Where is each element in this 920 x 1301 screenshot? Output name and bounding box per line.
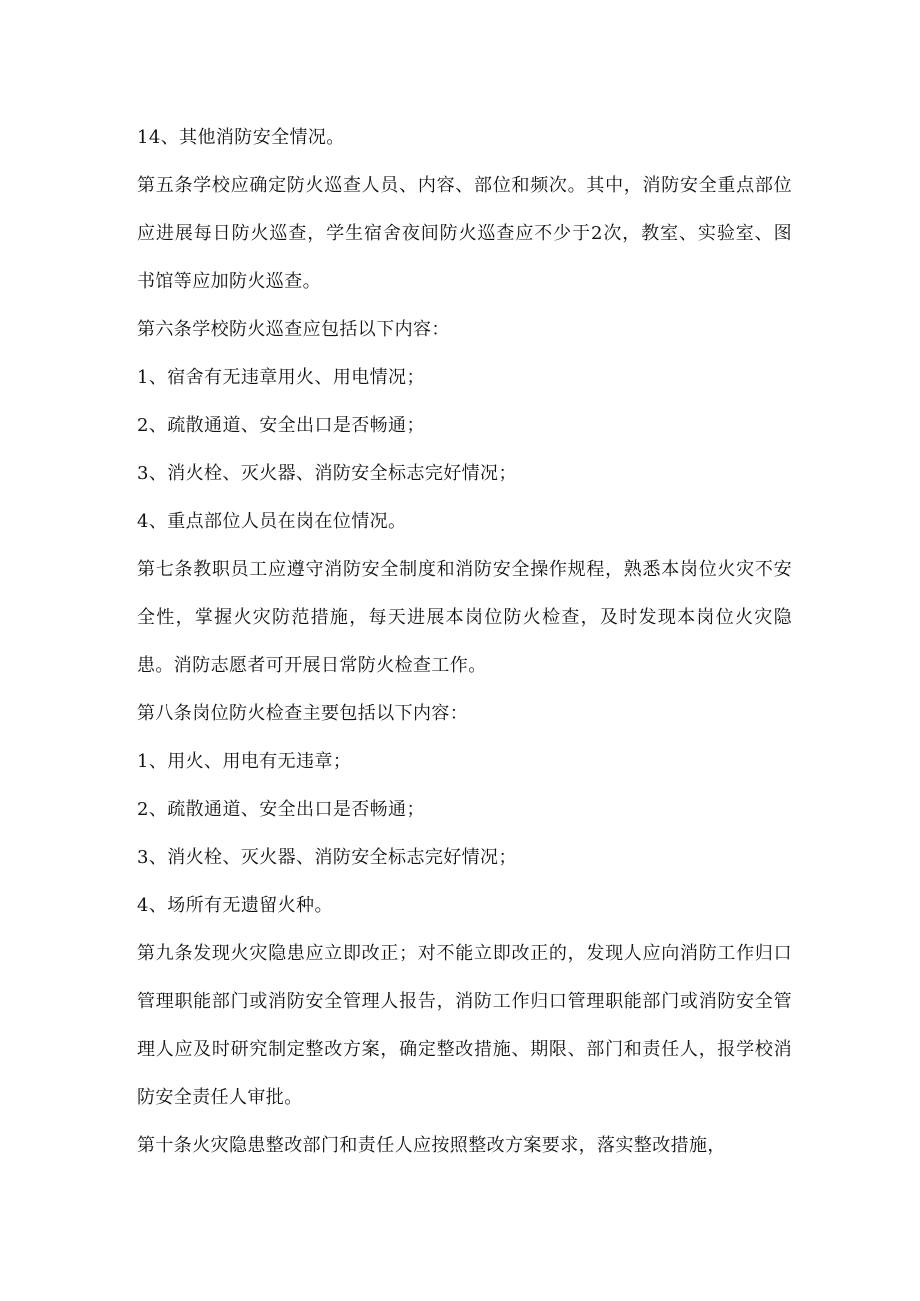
article-6-item-2: 2、疏散通道、安全出口是否畅通；	[137, 415, 425, 436]
article-8-item-2: 2、疏散通道、安全出口是否畅通；	[137, 799, 425, 820]
article-6-item-4: 4、重点部位人员在岗在位情况。	[137, 511, 407, 532]
article-7-paragraph: 第七条教职员工应遵守消防安全制度和消防安全操作规程，熟悉本岗位火灾不安全性，掌握火灾防范措施，每天进展本岗位防火检查，及时发现本岗位火灾隐患。消防志愿者可开展日常防火检查工作。	[137, 559, 792, 676]
article-8-paragraph: 第八条岗位防火检查主要包括以下内容：	[137, 703, 469, 724]
article-6-item-3: 3、消火栓、灭火器、消防安全标志完好情况；	[137, 463, 517, 484]
article-8-item-1: 1、用火、用电有无违章；	[137, 751, 352, 772]
article-5-paragraph: 第五条学校应确定防火巡查人员、内容、部位和频次。其中，消防安全重点部位应进展每日防火巡查，学生宿舍夜间防火巡查应不少于2次，教室、实验室、图书馆等应加防火巡查。	[137, 175, 792, 292]
paragraph-item-14: 14、其他消防安全情况。	[137, 127, 345, 148]
document-body	[137, 114, 792, 1170]
article-6-item-1: 1、宿舍有无违章用火、用电情况；	[137, 367, 425, 388]
article-8-item-4: 4、场所有无遗留火种。	[137, 895, 333, 916]
article-8-item-3: 3、消火栓、灭火器、消防安全标志完好情况；	[137, 847, 517, 868]
article-6-paragraph: 第六条学校防火巡查应包括以下内容：	[137, 319, 450, 340]
article-10-paragraph: 第十条火灾隐患整改部门和责任人应按照整改方案要求，落实整改措施，	[137, 1135, 726, 1156]
article-9-paragraph: 第九条发现火灾隐患应立即改正；对不能立即改正的，发现人应向消防工作归口管理职能部门或消防安全管理人报告，消防工作归口管理职能部门或消防安全管理人应及时研究制定整改方案，确定整改措施、期限、部门和责任人，报学校消防安全责任人审批。	[137, 943, 792, 1108]
